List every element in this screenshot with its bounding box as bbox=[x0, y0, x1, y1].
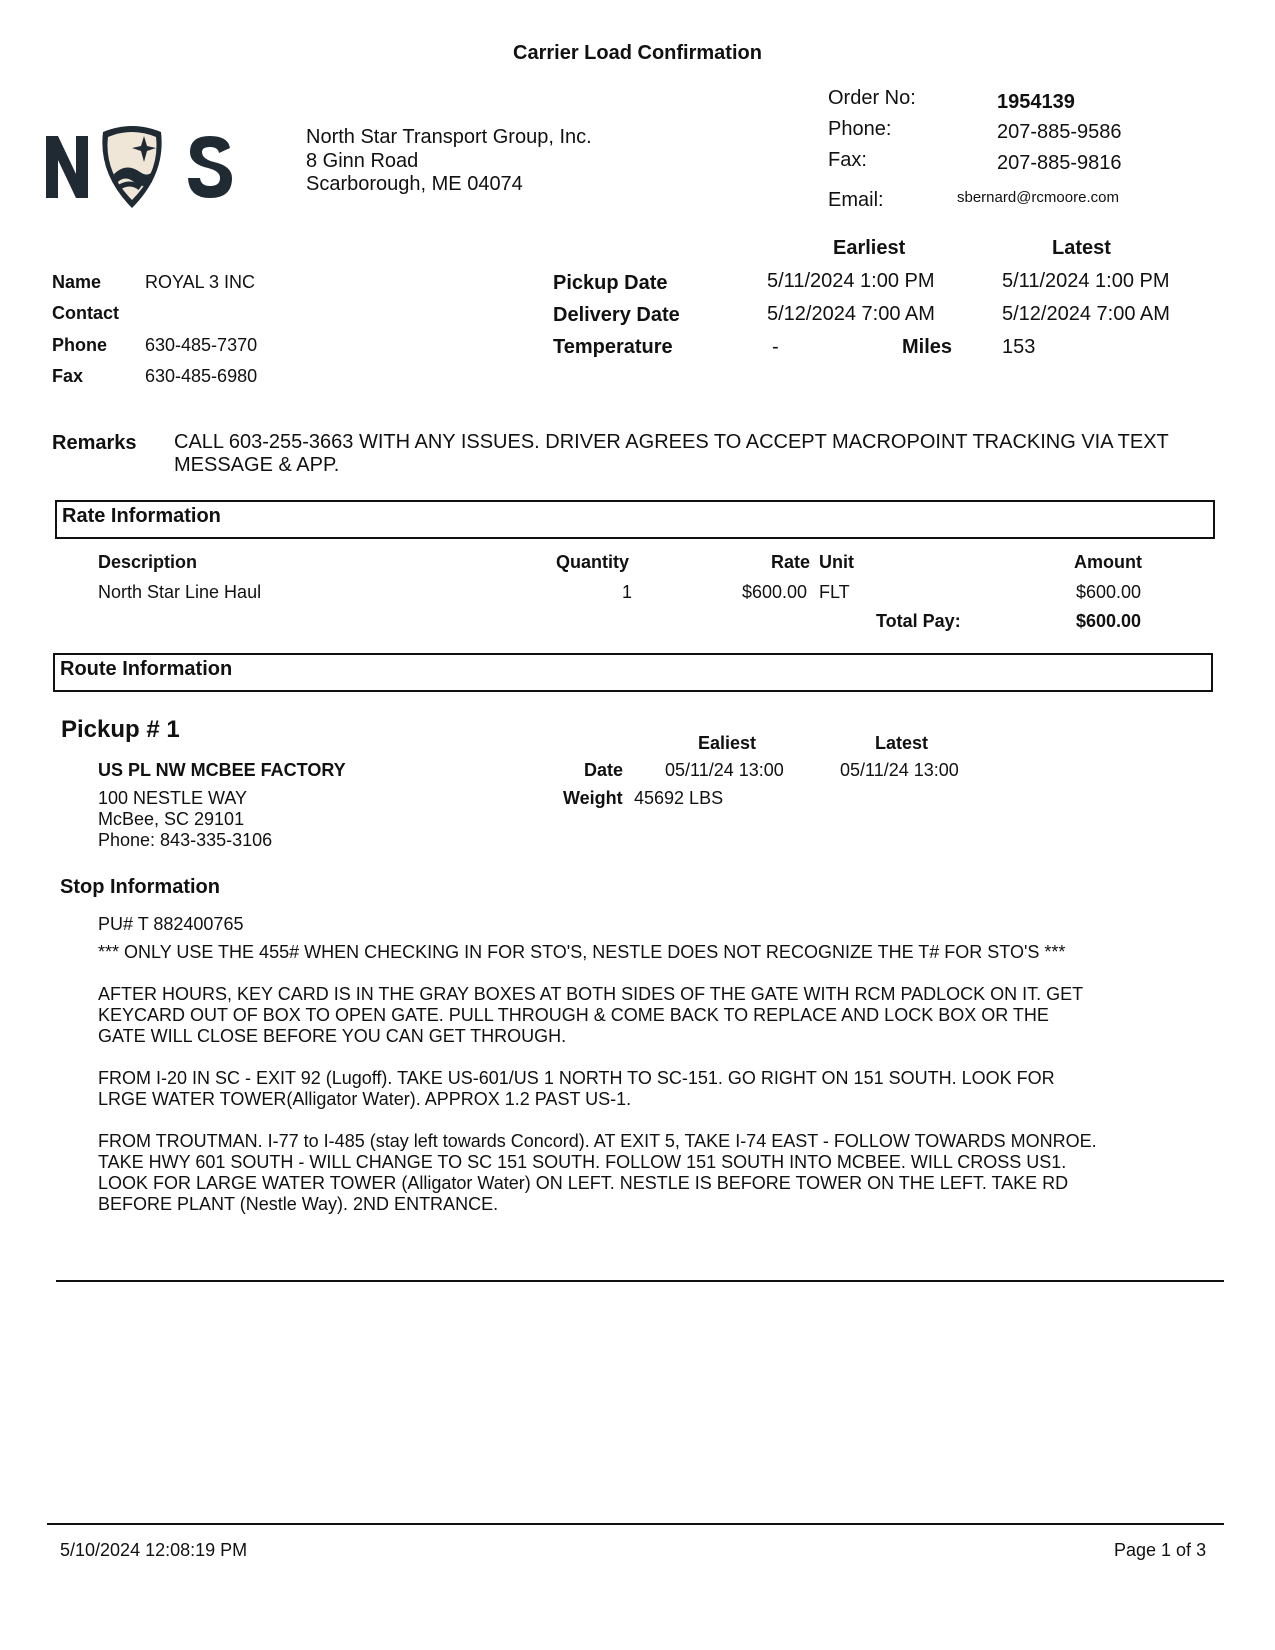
route-date-earliest: 05/11/24 13:00 bbox=[665, 760, 784, 780]
latest-column-header: Latest bbox=[1052, 237, 1111, 259]
rate-row-amount: $600.00 bbox=[1076, 582, 1142, 602]
rate-col-quantity: Quantity bbox=[556, 552, 630, 572]
stop-note: FROM I-20 IN SC - EXIT 92 (Lugoff). TAKE US-601/US 1 NORTH TO SC-151. GO RIGHT ON 151 SOUTH. LOOK FOR LRGE WATER TOWER(Alligator Water). APPROX 1.2 PAST US-1. bbox=[98, 1068, 1055, 1109]
total-pay-value: $600.00 bbox=[1076, 611, 1142, 631]
delivery-date-label: Delivery Date bbox=[553, 304, 680, 326]
company-name: North Star Transport Group, Inc. bbox=[306, 126, 592, 148]
rate-row-description: North Star Line Haul bbox=[98, 582, 262, 602]
miles-label: Miles bbox=[902, 336, 953, 358]
rate-col-description: Description bbox=[98, 552, 198, 572]
rate-row-rate: $600.00 bbox=[742, 582, 808, 602]
company-logo bbox=[44, 122, 244, 212]
route-date-latest: 05/11/24 13:00 bbox=[840, 760, 959, 780]
footer-timestamp: 5/10/2024 12:08:19 PM bbox=[60, 1540, 248, 1560]
rate-information-header bbox=[55, 500, 1215, 539]
remarks-label: Remarks bbox=[52, 432, 137, 454]
route-weight-label: Weight bbox=[563, 788, 623, 808]
facility-address-line1: 100 NESTLE WAY bbox=[98, 788, 248, 808]
route-earliest-header: Ealiest bbox=[698, 733, 757, 753]
rate-col-amount: Amount bbox=[1074, 552, 1142, 572]
carrier-fax-value: 630-485-6980 bbox=[145, 366, 258, 386]
order-number-label: Order No: bbox=[828, 87, 916, 109]
total-pay-label: Total Pay: bbox=[876, 611, 961, 631]
rate-information-title: Rate Information bbox=[62, 505, 221, 527]
delivery-earliest-value: 5/12/2024 7:00 AM bbox=[767, 303, 935, 325]
pickup-latest-value: 5/11/2024 1:00 PM bbox=[1002, 270, 1170, 292]
stop-information-title: Stop Information bbox=[60, 876, 220, 898]
header-email-value[interactable]: sbernard@rcmoore.com bbox=[957, 189, 1119, 206]
footer-divider bbox=[47, 1523, 1224, 1525]
route-information-title: Route Information bbox=[60, 658, 233, 680]
carrier-contact-label: Contact bbox=[52, 303, 119, 323]
header-email-label: Email: bbox=[828, 189, 884, 211]
stop-note: *** ONLY USE THE 455# WHEN CHECKING IN FOR STO'S, NESTLE DOES NOT RECOGNIZE THE T# FOR STO'S *** bbox=[98, 942, 1066, 962]
rate-row-unit: FLT bbox=[819, 582, 850, 602]
temperature-label: Temperature bbox=[553, 336, 673, 358]
carrier-fax-label: Fax bbox=[52, 366, 84, 386]
stop-notes bbox=[98, 942, 1098, 1236]
temperature-value: - bbox=[772, 336, 779, 358]
footer-page-number: Page 1 of 3 bbox=[1114, 1540, 1207, 1560]
north-star-logo-icon bbox=[44, 122, 244, 212]
company-address-line2: Scarborough, ME 04074 bbox=[306, 173, 523, 195]
carrier-name-label: Name bbox=[52, 272, 102, 292]
facility-name: US PL NW MCBEE FACTORY bbox=[98, 760, 346, 780]
stop-note: AFTER HOURS, KEY CARD IS IN THE GRAY BOXES AT BOTH SIDES OF THE GATE WITH RCM PADLOCK ON IT. GET KEYCARD OUT OF BOX TO OPEN GATE. PULL THROUGH & COME BACK TO REPLACE AND LOCK BOX OR THE GATE WILL CLOSE BEFORE YOU CAN GET THROUGH. bbox=[98, 984, 1083, 1046]
header-phone-label: Phone: bbox=[828, 118, 892, 140]
remarks-text: CALL 603-255-3663 WITH ANY ISSUES. DRIVER AGREES TO ACCEPT MACROPOINT TRACKING VIA TEXT MESSAGE & APP. bbox=[174, 431, 1169, 476]
route-weight-value: 45692 LBS bbox=[634, 788, 724, 808]
header-fax-label: Fax: bbox=[828, 149, 867, 171]
carrier-phone-value: 630-485-7370 bbox=[145, 335, 258, 355]
rate-col-unit: Unit bbox=[819, 552, 854, 572]
pickup-earliest-value: 5/11/2024 1:00 PM bbox=[767, 270, 935, 292]
rate-row-quantity: 1 bbox=[622, 582, 633, 602]
page-title: Carrier Load Confirmation bbox=[513, 42, 762, 64]
pickup-date-label: Pickup Date bbox=[553, 272, 668, 294]
pickup-number: PU# T 882400765 bbox=[98, 914, 244, 934]
earliest-column-header: Earliest bbox=[833, 237, 906, 259]
section-divider bbox=[56, 1280, 1224, 1282]
route-date-label: Date bbox=[584, 760, 624, 780]
route-information-header bbox=[53, 653, 1213, 692]
facility-address-line2: McBee, SC 29101 bbox=[98, 809, 245, 829]
rate-col-rate: Rate bbox=[771, 552, 811, 572]
stop-note: FROM TROUTMAN. I-77 to I-485 (stay left towards Concord). AT EXIT 5, TAKE I-74 EAST - FOLLOW TOWARDS MONROE. TAKE HWY 601 SOUTH - WILL CHANGE TO SC 151 SOUTH. FOLLOW 151 SOUTH INTO MCBEE. WILL CROSS US1. LOOK FOR LARGE WATER TOWER (Alligator Water) ON LEFT. NESTLE IS BEFORE TOWER ON THE LEFT. TAKE RD BEFORE PLANT (Nestle Way). 2ND ENTRANCE. bbox=[98, 1131, 1097, 1214]
carrier-name-value: ROYAL 3 INC bbox=[145, 272, 256, 292]
order-number-value: 1954139 bbox=[997, 91, 1075, 113]
facility-phone: Phone: 843-335-3106 bbox=[98, 830, 273, 850]
header-fax-value: 207-885-9816 bbox=[997, 152, 1122, 174]
route-latest-header: Latest bbox=[875, 733, 929, 753]
company-address-line1: 8 Ginn Road bbox=[306, 150, 419, 172]
delivery-latest-value: 5/12/2024 7:00 AM bbox=[1002, 303, 1170, 325]
miles-value: 153 bbox=[1002, 336, 1036, 358]
carrier-phone-label: Phone bbox=[52, 335, 108, 355]
header-phone-value: 207-885-9586 bbox=[997, 121, 1122, 143]
pickup-title: Pickup # 1 bbox=[61, 716, 180, 743]
